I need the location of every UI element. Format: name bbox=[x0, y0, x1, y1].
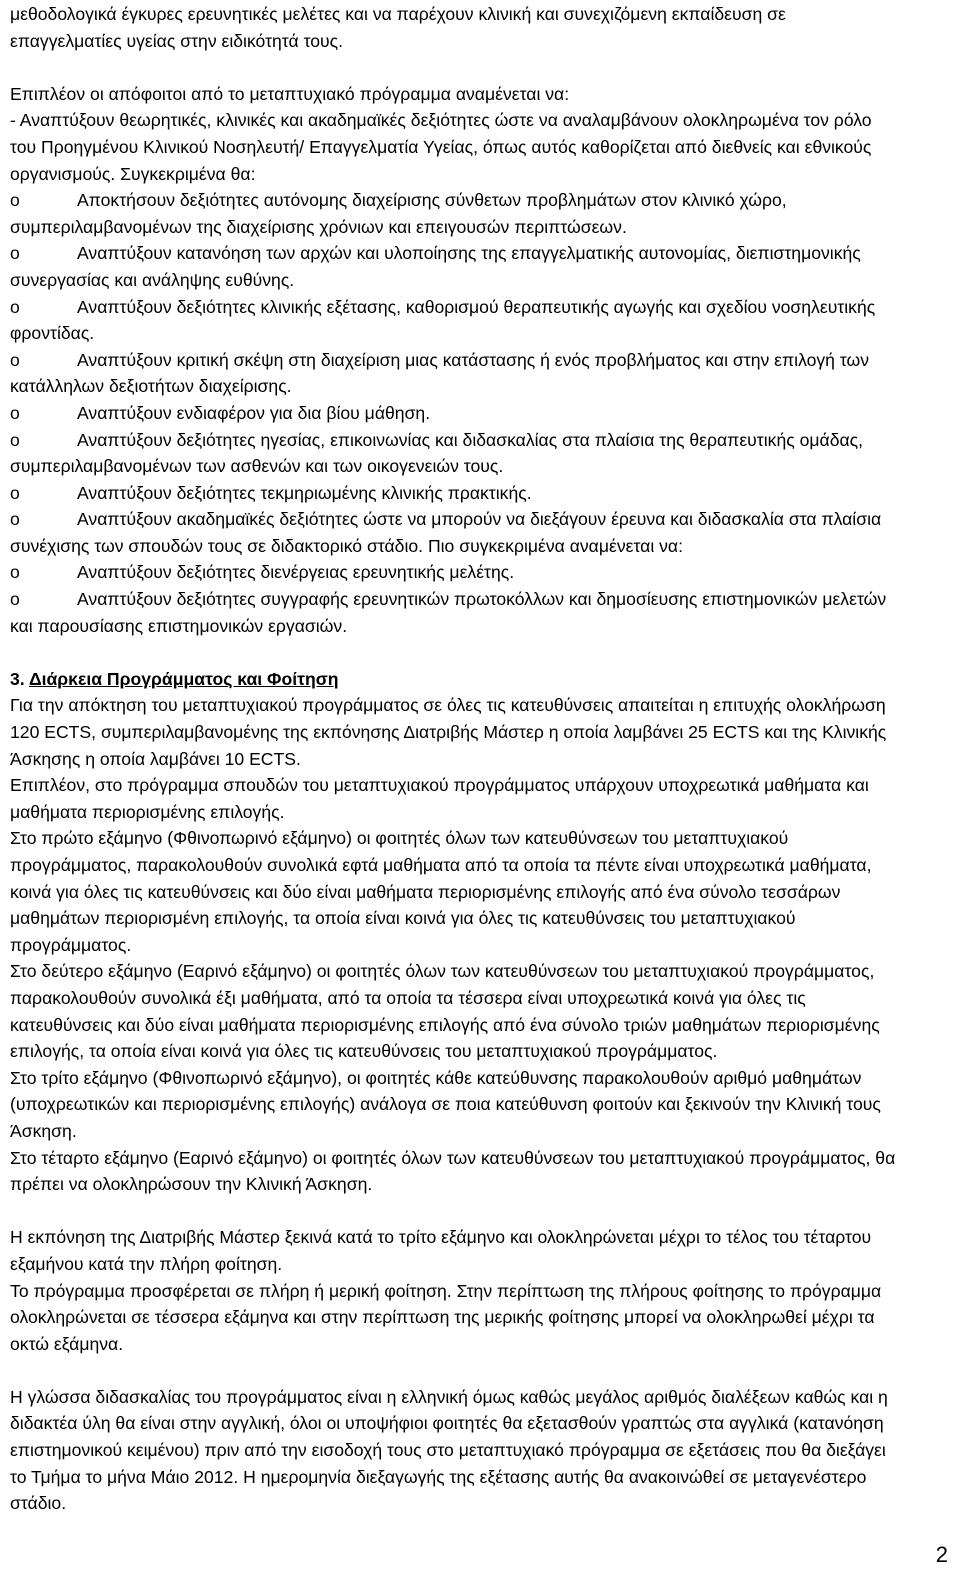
duration-section bbox=[10, 692, 950, 1197]
text-line: Για την απόκτηση του μεταπτυχιακού προγράμματος σε όλες τις κατευθύνσεις απαιτείται η επιτυχής ολοκλήρωση bbox=[10, 695, 886, 716]
paragraph bbox=[10, 825, 950, 958]
list-item bbox=[10, 506, 950, 559]
document-page bbox=[10, 1, 950, 1517]
list-item-text: Αναπτύξουν δεξιότητες τεκμηριωμένης κλινικής πρακτικής. bbox=[77, 482, 532, 503]
list-item bbox=[10, 427, 950, 480]
text-line: προγράμματος, παρακολουθούν συνολικά εφτά μαθήματα από τα οποία τα πέντε είναι υποχρεωτικά μαθήματα, bbox=[10, 855, 872, 875]
text-line: Άσκηση. bbox=[10, 1120, 77, 1141]
bullet-marker: o bbox=[10, 296, 20, 317]
list-item-text: Αναπτύξουν κριτική σκέψη στη διαχείριση μιας κατάστασης ή ενός προβλήματος και στην επιλογή των bbox=[77, 349, 870, 370]
text-line: Στο τέταρτο εξάμηνο (Εαρινό εξάμηνο) οι φοιτητές όλων των κατευθύνσεων του μεταπτυχιακού προγράμματος, θα bbox=[10, 1147, 896, 1168]
list-item-text: Αναπτύξουν κατανόηση των αρχών και υλοποίησης της επαγγελματικής αυτονομίας, διεπιστημονικής bbox=[77, 243, 861, 264]
list-item bbox=[10, 480, 950, 507]
bullet-marker: o bbox=[10, 429, 20, 450]
text-line: εξαμήνου κατά την πλήρη φοίτηση. bbox=[10, 1253, 283, 1274]
list-item-continuation: συμπεριλαμβανομένων της διαχείρισης χρόνιων και επειγουσών περιπτώσεων. bbox=[10, 216, 627, 237]
bullet-marker: o bbox=[10, 482, 20, 503]
list-item bbox=[10, 187, 950, 240]
paragraph-gap bbox=[10, 1357, 950, 1384]
paragraph bbox=[10, 1278, 950, 1358]
text-line: Το πρόγραμμα προσφέρεται σε πλήρη ή μερική φοίτηση. Στην περίπτωση της πλήρους φοίτησης το πρόγραμμα bbox=[10, 1280, 882, 1301]
paragraph bbox=[10, 1145, 950, 1198]
list-item-continuation: και παρουσίασης επιστημονικών εργασιών. bbox=[10, 615, 348, 636]
paragraph-gap bbox=[10, 639, 950, 666]
list-item-text: Αναπτύξουν δεξιότητες ηγεσίας, επικοινωνίας και διδασκαλίας στα πλαίσια της θεραπευτικής ομάδας, bbox=[77, 429, 864, 450]
text-line: Η γλώσσα διδασκαλίας του προγράμματος είναι η ελληνική όμως καθώς μεγάλος αριθμός διαλέξεων καθώς και η bbox=[10, 1386, 888, 1407]
bullet-marker: o bbox=[10, 509, 20, 530]
objectives-tail-paragraph bbox=[10, 1, 950, 54]
list-item-continuation: φροντίδας. bbox=[10, 323, 95, 344]
text-line: το Τμήμα το μήνα Μάιο 2012. Η ημερομηνία διεξαγωγής της εξέτασης αυτής θα ανακοινώθεί σε μεταγενέστερο bbox=[10, 1466, 867, 1487]
text-line: κατευθύνσεις και δύο είναι μαθήματα περιορισμένης επιλογής από ένα σύνολο τριών μαθημάτων περιορισμένης bbox=[10, 1014, 880, 1035]
section-number: 3. bbox=[10, 668, 25, 689]
text-line: μαθήματα περιορισμένης επιλογής. bbox=[10, 801, 285, 822]
text-line: προγράμματος. bbox=[10, 934, 132, 955]
text-line: Στο πρώτο εξάμηνο (Φθινοπωρινό εξάμηνο) οι φοιτητές όλων των κατευθύνσεων του μεταπτυχιακού bbox=[10, 828, 789, 849]
list-item-text: Αναπτύξουν δεξιότητες διενέργειας ερευνητικής μελέτης. bbox=[77, 562, 515, 583]
list-item-continuation: συνεργασίας και ανάληψης ευθύνης. bbox=[10, 269, 295, 290]
list-item bbox=[10, 294, 950, 347]
language-paragraph bbox=[10, 1384, 950, 1517]
text-line: του Προηγμένου Κλινικού Νοσηλευτή/ Επαγγελματία Υγείας, όπως αυτός καθορίζεται από διεθνείς και εθνικούς bbox=[10, 136, 872, 157]
text-line: μεθοδολογικά έγκυρες ερευνητικές μελέτες και να παρέχουν κλινική και συνεχιζόμενη εκπαίδευση σε bbox=[10, 4, 786, 24]
section-title: Διάρκεια Προγράμματος και Φοίτηση bbox=[28, 668, 339, 689]
bullet-marker: o bbox=[10, 190, 20, 211]
paragraph bbox=[10, 958, 950, 1064]
list-item-continuation: συνέχισης των σπουδών τους σε διδακτορικό στάδιο. Πιο συγκεκριμένα αναμένεται να: bbox=[10, 535, 683, 556]
text-line: κοινά για όλες τις κατευθύνσεις και δύο είναι μαθήματα περιορισμένης επιλογής από ένα σύνολο τεσσάρων bbox=[10, 881, 841, 902]
paragraph-gap bbox=[10, 1198, 950, 1225]
text-line: στάδιο. bbox=[10, 1493, 67, 1514]
graduate-skills-list bbox=[10, 187, 950, 639]
bullet-marker: o bbox=[10, 349, 20, 370]
list-item-text: Αναπτύξουν δεξιότητες κλινικής εξέτασης, καθορισμού θεραπευτικής αγωγής και σχεδίου νοσηλευτικής bbox=[77, 296, 876, 317]
text-line: - Αναπτύξουν θεωρητικές, κλινικές και ακαδημαϊκές δεξιότητες ώστε να αναλαμβάνουν ολοκληρωμένα τον ρόλο bbox=[10, 110, 872, 131]
text-line: επιλογής, τα οποία είναι κοινά για όλες τις κατευθύνσεις του μεταπτυχιακού προγράμματος. bbox=[10, 1041, 718, 1062]
bullet-marker: o bbox=[10, 562, 20, 583]
text-line: οργανισμούς. Συγκεκριμένα θα: bbox=[10, 163, 256, 184]
text-line: μαθημάτων περιορισμένη επιλογής, τα οποία είναι κοινά για όλες τις κατευθύνσεις του μεταπτυχιακού bbox=[10, 908, 796, 929]
text-line: Στο δεύτερο εξάμηνο (Εαρινό εξάμηνο) οι φοιτητές όλων των κατευθύνσεων του μεταπτυχιακού προγράμματος, bbox=[10, 961, 875, 982]
paragraph bbox=[10, 692, 950, 772]
text-line: Επιπλέον οι απόφοιτοι από το μεταπτυχιακό πρόγραμμα αναμένεται να: bbox=[10, 83, 570, 104]
thesis-section bbox=[10, 1224, 950, 1357]
list-item-continuation: κατάλληλων δεξιοτήτων διαχείρισης. bbox=[10, 376, 292, 397]
text-line: επαγγελματίες υγείας στην ειδικότητά τους. bbox=[10, 30, 344, 51]
text-line: παρακολουθούν συνολικά έξι μαθήματα, από τα οποία τα τέσσερα είναι υποχρεωτικά κοινά για όλες τις bbox=[10, 987, 806, 1008]
list-item-continuation: συμπεριλαμβανομένων των ασθενών και των οικογενειών τους. bbox=[10, 456, 504, 477]
text-line: (υποχρεωτικών και περιορισμένης επιλογής) ανάλογα σε ποια κατεύθυνση φοιτούν και ξεκινούν την Κλινική τους bbox=[10, 1094, 881, 1115]
text-line: Άσκησης η οποία λαμβάνει 10 ECTS. bbox=[10, 748, 301, 769]
list-item-text: Αναπτύξουν ενδιαφέρον για δια βίου μάθηση. bbox=[77, 402, 431, 423]
section-heading bbox=[10, 666, 950, 693]
text-line: οκτώ εξάμηνα. bbox=[10, 1333, 124, 1354]
bullet-marker: o bbox=[10, 402, 20, 423]
list-item-text: Αναπτύξουν δεξιότητες συγγραφής ερευνητικών πρωτοκόλλων και δημοσίευσης επιστημονικών μελετών bbox=[77, 589, 887, 610]
list-item-text: Αποκτήσουν δεξιότητες αυτόνομης διαχείρισης σύνθετων προβλημάτων στον κλινικό χώρο, bbox=[77, 190, 787, 211]
graduates-intro-paragraph bbox=[10, 81, 950, 187]
paragraph bbox=[10, 1224, 950, 1277]
text-line: επιστημονικού κειμένου) πριν από την εισοδοχή τους στο μεταπτυχιακό πρόγραμμα σε εξετάσεις που θα διεξάγει bbox=[10, 1440, 886, 1461]
text-line: ολοκληρώνεται σε τέσσερα εξάμηνα και στην περίπτωση της μερικής φοίτησης μπορεί να ολοκληρωθεί μέχρι τα bbox=[10, 1307, 875, 1328]
paragraph-gap bbox=[10, 54, 950, 81]
text-line: 120 ECTS, συμπεριλαμβανομένης της εκπόνησης Διατριβής Μάστερ η οποία λαμβάνει 25 ECTS και της Κλινικής bbox=[10, 722, 887, 743]
paragraph bbox=[10, 772, 950, 825]
paragraph bbox=[10, 1065, 950, 1145]
bullet-marker: o bbox=[10, 589, 20, 610]
text-line: Στο τρίτο εξάμηνο (Φθινοπωρινό εξάμηνο), οι φοιτητές κάθε κατεύθυνσης παρακολουθούν αριθμό μαθημάτων bbox=[10, 1067, 862, 1088]
text-line: πρέπει να ολοκληρώσουν την Κλινική Άσκηση. bbox=[10, 1174, 373, 1195]
list-item bbox=[10, 240, 950, 293]
list-item-text: Αναπτύξουν ακαδημαϊκές δεξιότητες ώστε να μπορούν να διεξάγουν έρευνα και διδασκαλία στα πλαίσια bbox=[77, 509, 882, 530]
text-line: διδακτέα ύλη θα είναι στην αγγλική, όλοι οι υποψήφιοι φοιτητές θα εξετασθούν γραπτώς στα αγγλικά (κατανόηση bbox=[10, 1413, 884, 1434]
text-line: Επιπλέον, στο πρόγραμμα σπουδών του μεταπτυχιακού προγράμματος υπάρχουν υποχρεωτικά μαθήματα και bbox=[10, 775, 869, 796]
list-item bbox=[10, 586, 950, 639]
page-number: 2 bbox=[935, 1542, 948, 1567]
list-item bbox=[10, 347, 950, 400]
text-line: Η εκπόνηση της Διατριβής Μάστερ ξεκινά κατά το τρίτο εξάμηνο και ολοκληρώνεται μέχρι το τέλος του τέταρτου bbox=[10, 1227, 872, 1248]
list-item bbox=[10, 400, 950, 427]
list-item bbox=[10, 559, 950, 586]
bullet-marker: o bbox=[10, 243, 20, 264]
